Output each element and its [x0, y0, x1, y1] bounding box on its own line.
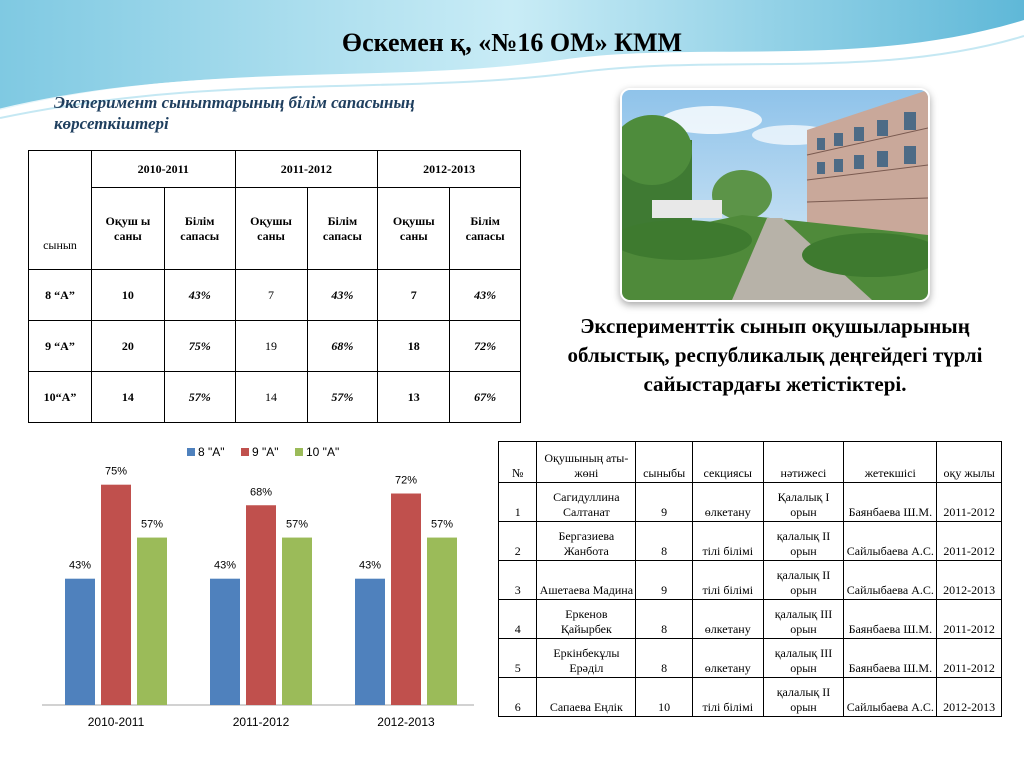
quality-table: [28, 150, 521, 423]
category-label: 2011-2012: [232, 715, 290, 729]
teacher-cell: Сайлыбаева А.С.: [844, 561, 937, 600]
sub-header: Оқушы саны: [235, 188, 307, 270]
year-header: 2010-2011: [92, 151, 236, 188]
result-cell: қалалық III орын: [763, 600, 844, 639]
quality-bar-chart: [40, 440, 476, 740]
bar-value-label: 68%: [249, 486, 273, 499]
section-cell: тілі білімі: [692, 678, 763, 717]
bar: [137, 538, 167, 705]
bar-value-label: 72%: [394, 474, 418, 487]
grade-cell: 8: [636, 639, 693, 678]
quality-cell: 75%: [164, 321, 235, 372]
quality-cell: 43%: [164, 270, 235, 321]
col-header: №: [499, 442, 537, 483]
bar: [355, 579, 385, 705]
quality-cell: 43%: [450, 270, 521, 321]
sub-header: Оқушы саны: [378, 188, 450, 270]
result-cell: қалалық II орын: [763, 678, 844, 717]
year-cell: 2012-2013: [937, 678, 1002, 717]
legend-swatch: [241, 448, 249, 456]
quality-cell: 67%: [450, 372, 521, 423]
bar-value-label: 57%: [140, 518, 164, 531]
table-row: [499, 561, 1002, 600]
count-cell: 19: [235, 321, 307, 372]
bar: [101, 485, 131, 705]
num-cell: 1: [499, 483, 537, 522]
name-cell: Еркенов Қайырбек: [537, 600, 636, 639]
table-row: [29, 321, 521, 372]
quality-cell: 57%: [307, 372, 378, 423]
achievements-table: [498, 441, 1002, 717]
class-cell: 9 “А”: [29, 321, 92, 372]
quality-cell: 57%: [164, 372, 235, 423]
bar-value-label: 43%: [358, 559, 382, 572]
legend-label: 8 "А": [198, 445, 225, 459]
name-cell: Еркінбекұлы Ерәділ: [537, 639, 636, 678]
result-cell: қалалық II орын: [763, 522, 844, 561]
teacher-cell: Баянбаева Ш.М.: [844, 600, 937, 639]
bar: [65, 579, 95, 705]
achievements-header-row: [499, 442, 1002, 483]
table-row: [29, 270, 521, 321]
section-cell: тілі білімі: [692, 561, 763, 600]
class-cell: 10“А”: [29, 372, 92, 423]
num-cell: 2: [499, 522, 537, 561]
count-cell: 14: [235, 372, 307, 423]
table-row: [499, 522, 1002, 561]
teacher-cell: Баянбаева Ш.М.: [844, 639, 937, 678]
achievements-heading: Эксперименттік сынып оқушыларының облыстық, республикалық деңгейдегі түрлі сайыстардағы жетістіктері.: [567, 314, 983, 396]
bar-value-label: 75%: [104, 465, 128, 478]
num-cell: 6: [499, 678, 537, 717]
count-cell: 7: [235, 270, 307, 321]
year-cell: 2011-2012: [937, 639, 1002, 678]
result-cell: қалалық III орын: [763, 639, 844, 678]
section-cell: өлкетану: [692, 600, 763, 639]
result-cell: қалалық II орын: [763, 561, 844, 600]
sub-header: Оқуш ы саны: [92, 188, 165, 270]
table-row: [29, 372, 521, 423]
year-cell: 2011-2012: [937, 600, 1002, 639]
grade-cell: 8: [636, 522, 693, 561]
col-header: Оқушының аты-жөні: [537, 442, 636, 483]
col-header: сыныбы: [636, 442, 693, 483]
legend-swatch: [187, 448, 195, 456]
category-label: 2010-2011: [87, 715, 145, 729]
year-header: 2011-2012: [235, 151, 378, 188]
table-row: [499, 483, 1002, 522]
grade-cell: 9: [636, 561, 693, 600]
year-cell: 2011-2012: [937, 522, 1002, 561]
count-cell: 13: [378, 372, 450, 423]
sub-header: Білім сапасы: [164, 188, 235, 270]
page-title: Өскемен қ, «№16 ОМ» КММ: [341, 28, 683, 57]
col-header: жетекшісі: [844, 442, 937, 483]
sub-header: Білім сапасы: [450, 188, 521, 270]
legend-swatch: [295, 448, 303, 456]
section-cell: өлкетану: [692, 639, 763, 678]
bar: [282, 538, 312, 705]
num-cell: 4: [499, 600, 537, 639]
year-cell: 2011-2012: [937, 483, 1002, 522]
name-cell: Сагидуллина Салтанат: [537, 483, 636, 522]
sub-header: Білім сапасы: [307, 188, 378, 270]
table-row: [499, 639, 1002, 678]
bar: [391, 494, 421, 706]
count-cell: 14: [92, 372, 165, 423]
name-cell: Сапаева Еңлік: [537, 678, 636, 717]
year-header: 2012-2013: [378, 151, 521, 188]
grade-cell: 9: [636, 483, 693, 522]
col-header: секциясы: [692, 442, 763, 483]
col-header: оқу жылы: [937, 442, 1002, 483]
bar-chart-svg: [40, 440, 476, 740]
section-cell: өлкетану: [692, 483, 763, 522]
teacher-cell: Сайлыбаева А.С.: [844, 522, 937, 561]
teacher-cell: Сайлыбаева А.С.: [844, 678, 937, 717]
num-cell: 5: [499, 639, 537, 678]
grade-cell: 10: [636, 678, 693, 717]
result-cell: Қалалық I орын: [763, 483, 844, 522]
bar-value-label: 57%: [430, 518, 454, 531]
col-header: нәтижесі: [763, 442, 844, 483]
num-cell: 3: [499, 561, 537, 600]
bar-value-label: 57%: [285, 518, 309, 531]
count-cell: 10: [92, 270, 165, 321]
class-cell: 8 “А”: [29, 270, 92, 321]
bar-value-label: 43%: [68, 559, 92, 572]
year-cell: 2012-2013: [937, 561, 1002, 600]
class-header: сыныn: [29, 151, 92, 270]
table-row: [499, 600, 1002, 639]
photo-illustration: [622, 90, 928, 300]
bar: [246, 505, 276, 705]
teacher-cell: Баянбаева Ш.М.: [844, 483, 937, 522]
quality-subtitle: Эксперимент сыныптарының білім сапасының көрсеткіштері: [54, 93, 415, 133]
name-cell: Ашетаева Мадина: [537, 561, 636, 600]
quality-cell: 68%: [307, 321, 378, 372]
quality-cell: 72%: [450, 321, 521, 372]
school-building-photo: [620, 88, 930, 302]
grade-cell: 8: [636, 600, 693, 639]
count-cell: 7: [378, 270, 450, 321]
section-cell: тілі білімі: [692, 522, 763, 561]
bar: [210, 579, 240, 705]
category-label: 2012-2013: [377, 715, 435, 729]
count-cell: 20: [92, 321, 165, 372]
name-cell: Бергазиева Жанбота: [537, 522, 636, 561]
legend-label: 9 "А": [252, 445, 279, 459]
count-cell: 18: [378, 321, 450, 372]
bar: [427, 538, 457, 705]
table-row: [499, 678, 1002, 717]
quality-cell: 43%: [307, 270, 378, 321]
legend-label: 10 "А": [306, 445, 340, 459]
bar-value-label: 43%: [213, 559, 237, 572]
